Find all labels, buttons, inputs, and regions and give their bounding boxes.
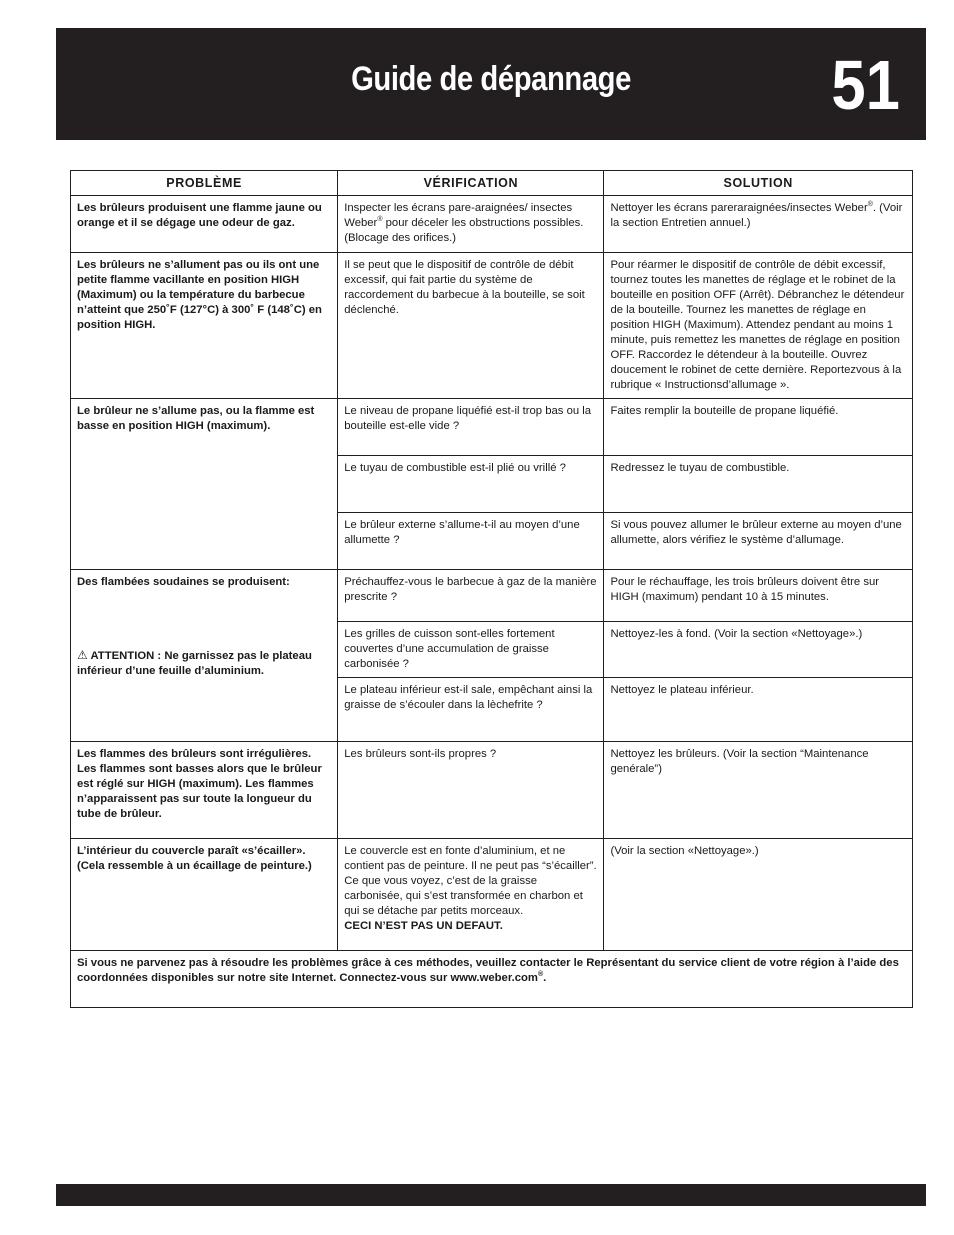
- column-header-verification: VÉRIFICATION: [338, 171, 604, 196]
- verification-cell: Les grilles de cuisson sont-elles fortement couvertes d’une accumulation de graisse carbonisée ?: [338, 622, 604, 678]
- solution-cell: Si vous pouvez allumer le brûleur externe au moyen d’une allumette, alors vérifiez le système d’allumage.: [604, 513, 913, 570]
- verification-cell: Les brûleurs sont-ils propres ?: [338, 742, 604, 839]
- table-row: [71, 399, 913, 456]
- solution-cell: Redressez le tuyau de combustible.: [604, 456, 913, 513]
- verification-text: Inspecter les écrans pare-araignées/ insectes Weber: [344, 202, 573, 229]
- not-a-defect-note: CECI N’EST PAS UN DEFAUT.: [344, 920, 503, 932]
- troubleshooting-table: [70, 170, 913, 1008]
- footer-bar: [56, 1184, 926, 1206]
- solution-cell: (Voir la section «Nettoyage».): [604, 839, 913, 951]
- warning-text: ATTENTION : Ne garnissez pas le plateau inférieur d’une feuille d’aluminium.: [77, 650, 312, 677]
- solution-cell: Pour réarmer le dispositif de contrôle de débit excessif, tournez toutes les manettes de réglage et le robinet de la bouteille en position OFF (Arrêt). Débranchez le détendeur de la bouteille. Tournez les manettes de réglage en position HIGH (Maximum). Attendez pendant au moins 1 minute, puis remettez les manettes de réglage en position OFF. Raccordez le détendeur à la bouteille. Ouvrez doucement le robinet de cette dernière. Reportezvous à la rubrique « Instructionsd’allumage ».: [604, 253, 913, 399]
- problem-cell: Les flammes des brûleurs sont irrégulières. Les flammes sont basses alors que le brûleur est réglé sur HIGH (maximum). Les flammes n’apparaissent pas sur toute la longueur du tube de brûleur.: [71, 742, 338, 839]
- column-header-problem: PROBLÈME: [71, 171, 338, 196]
- problem-cell: L’intérieur du couvercle paraît «s’écailler». (Cela ressemble à un écaillage de peinture.): [71, 839, 338, 951]
- page-number: 51: [831, 46, 900, 124]
- solution-cell: Nettoyez-les à fond. (Voir la section «Nettoyage».): [604, 622, 913, 678]
- footnote-text-end: .: [543, 972, 547, 984]
- table-row: [71, 742, 913, 839]
- verification-text: Le couvercle est en fonte d’aluminium, et ne contient pas de peinture. Il ne peut pas “s’écailler”. Ce que vous voyez, c’est de la graisse carbonisée, qui s’est transformée en charbon et qui se détache par petits morceaux.: [344, 845, 597, 917]
- table-row: [71, 196, 913, 253]
- verification-cell: [338, 839, 604, 951]
- problem-cell: Les brûleurs ne s’allument pas ou ils ont une petite flamme vacillante en position HIGH (Maximum) ou la température du barbecue n’atteint que 250˚F (127°C) à 300˚ F (148˚C) en position HIGH.: [71, 253, 338, 399]
- column-header-solution: SOLUTION: [604, 171, 913, 196]
- verification-cell: Le niveau de propane liquéfié est-il trop bas ou la bouteille est-elle vide ?: [338, 399, 604, 456]
- footnote-cell: [71, 951, 913, 1008]
- warning-note: [77, 648, 331, 679]
- header-bar: [56, 28, 926, 140]
- verification-cell: Le brûleur externe s’allume-t-il au moyen d’une allumette ?: [338, 513, 604, 570]
- table-row: [71, 839, 913, 951]
- solution-cell: Pour le réchauffage, les trois brûleurs doivent être sur HIGH (maximum) pendant 10 à 15 minutes.: [604, 570, 913, 622]
- table-row: [71, 253, 913, 399]
- table-row: [71, 570, 913, 622]
- registered-mark: ®: [867, 201, 873, 209]
- verification-cell: Il se peut que le dispositif de contrôle de débit excessif, qui fait partie du système de raccordement du barbecue à la bouteille, se soit déclenché.: [338, 253, 604, 399]
- solution-cell: Nettoyez les brûleurs. (Voir la section “Maintenance genérale”): [604, 742, 913, 839]
- verification-cell: Préchauffez-vous le barbecue à gaz de la manière prescrite ?: [338, 570, 604, 622]
- solution-text: Nettoyer les écrans pareraraignées/insectes Weber: [610, 202, 868, 214]
- registered-mark: ®: [537, 971, 544, 979]
- verification-text: pour déceler les obstructions possibles. (Blocage des orifices.): [344, 217, 584, 244]
- verification-cell: Le tuyau de combustible est-il plié ou vrillé ?: [338, 456, 604, 513]
- solution-cell: Nettoyez le plateau inférieur.: [604, 678, 913, 742]
- table-header-row: [71, 171, 913, 196]
- page-title: Guide de dépannage: [351, 60, 631, 98]
- registered-mark: ®: [377, 216, 383, 224]
- problem-cell: Les brûleurs produisent une flamme jaune ou orange et il se dégage une odeur de gaz.: [71, 196, 338, 253]
- solution-cell: Faites remplir la bouteille de propane liquéfié.: [604, 399, 913, 456]
- footnote-text: Si vous ne parvenez pas à résoudre les problèmes grâce à ces méthodes, veuillez contacter le Représentant du service client de votre région à l’aide des coordonnées disponibles sur notre site Internet. Connectez-vous sur www.weber.com: [77, 957, 899, 984]
- problem-cell: [71, 570, 338, 742]
- solution-text: . (Voir la section Entretien annuel.): [610, 202, 903, 229]
- verification-cell: [338, 196, 604, 253]
- footnote-row: [71, 951, 913, 1008]
- warning-icon: ⚠: [77, 648, 88, 662]
- solution-cell: [604, 196, 913, 253]
- problem-cell: Le brûleur ne s’allume pas, ou la flamme est basse en position HIGH (maximum).: [71, 399, 338, 570]
- verification-cell: Le plateau inférieur est-il sale, empêchant ainsi la graisse de s’écouler dans la lèchefrite ?: [338, 678, 604, 742]
- problem-text: Des flambées soudaines se produisent:: [77, 576, 290, 588]
